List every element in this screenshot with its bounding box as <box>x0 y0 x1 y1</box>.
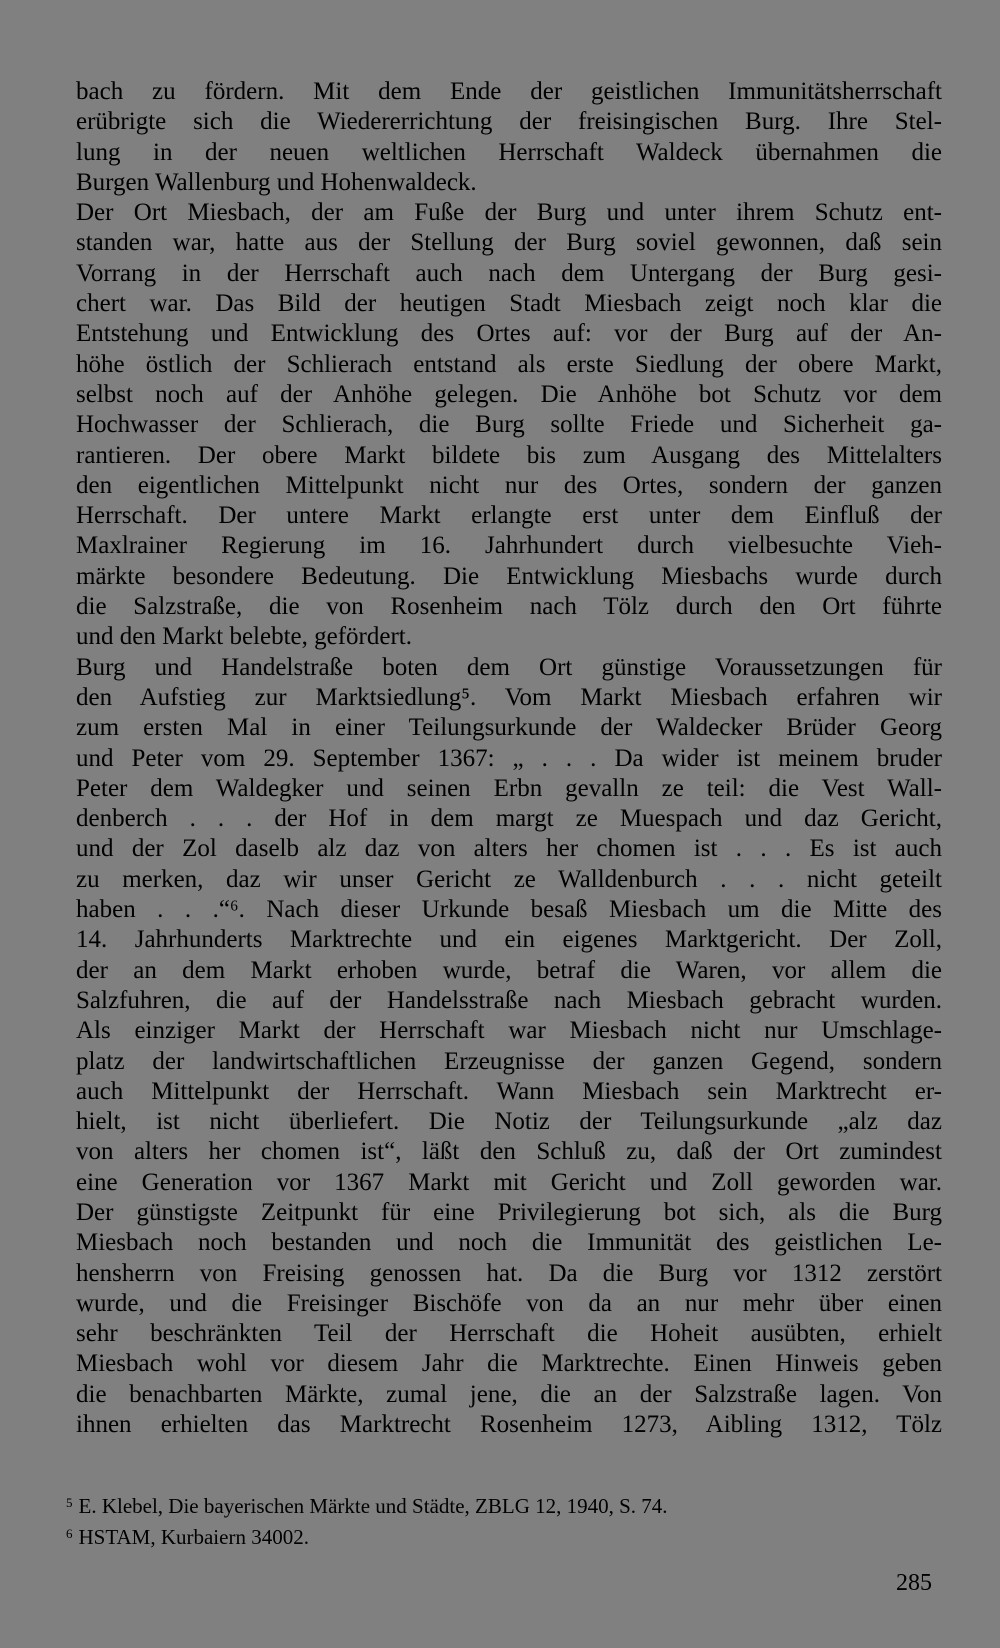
text-line: Entstehung und Entwicklung des Ortes auf: vor der Burg auf der An- <box>76 320 942 348</box>
text-line: rantieren. Der obere Markt bildete bis zum Ausgang des Mittelalters <box>76 441 942 469</box>
text-line: haben . . .“⁶. Nach dieser Urkunde besaß Miesbach um die Mitte des <box>76 896 942 924</box>
text-line: hielt, ist nicht überliefert. Die Notiz der Teilungsurkunde „alz daz <box>76 1108 942 1136</box>
footnote-marker: 5 <box>66 1495 73 1510</box>
text-line: und den Markt belebte, gefördert. <box>76 623 412 651</box>
text-line: Herrschaft. Der untere Markt erlangte erst unter dem Einfluß der <box>76 502 942 530</box>
text-line: Miesbach noch bestanden und noch die Immunität des geistlichen Le- <box>76 1229 942 1257</box>
text-line: ihnen erhielten das Marktrecht Rosenheim 1273, Aibling 1312, Tölz <box>76 1411 942 1439</box>
text-line: standen war, hatte aus der Stellung der Burg soviel gewonnen, daß sein <box>76 229 942 257</box>
text-line: erübrigte sich die Wiedererrichtung der freisingischen Burg. Ihre Stel- <box>76 108 942 136</box>
text-line: märkte besondere Bedeutung. Die Entwicklung Miesbachs wurde durch <box>76 562 942 590</box>
text-line: hensherrn von Freising genossen hat. Da die Burg vor 1312 zerstört <box>76 1259 942 1287</box>
text-line: 14. Jahrhunderts Marktrechte und ein eigenes Marktgericht. Der Zoll, <box>76 926 942 954</box>
text-line: Peter dem Waldegker und seinen Erbn gevalln ze teil: die Vest Wall- <box>76 774 942 802</box>
text-line: zu merken, daz wir unser Gericht ze Walldenburch . . . nicht geteilt <box>76 865 942 893</box>
text-line: sehr beschränkten Teil der Herrschaft die Hoheit ausübten, erhielt <box>76 1320 942 1348</box>
text-line: die benachbarten Märkte, zumal jene, die an der Salzstraße lagen. Von <box>76 1380 942 1408</box>
text-line: und der Zol daselb alz daz von alters her chomen ist . . . Es ist auch <box>76 835 942 863</box>
text-line: der an dem Markt erhoben wurde, betraf die Waren, vor allem die <box>76 956 942 984</box>
text-line: Miesbach wohl vor diesem Jahr die Marktrechte. Einen Hinweis geben <box>76 1350 942 1378</box>
text-line: Der günstigste Zeitpunkt für eine Privilegierung bot sich, als die Burg <box>76 1198 942 1226</box>
footnote-marker: 6 <box>66 1526 73 1541</box>
text-line: selbst noch auf der Anhöhe gelegen. Die Anhöhe bot Schutz vor dem <box>76 380 942 408</box>
footnote-text: HSTAM, Kurbaiern 34002. <box>78 1525 309 1549</box>
text-line: den eigentlichen Mittelpunkt nicht nur des Ortes, sondern der ganzen <box>76 471 942 499</box>
text-line: und Peter vom 29. September 1367: „ . . . Da wider ist meinem bruder <box>76 744 942 772</box>
text-line: auch Mittelpunkt der Herrschaft. Wann Miesbach sein Marktrecht er- <box>76 1077 942 1105</box>
text-line: zum ersten Mal in einer Teilungsurkunde der Waldecker Brüder Georg <box>76 714 942 742</box>
text-line: die Salzstraße, die von Rosenheim nach Tölz durch den Ort führte <box>76 593 942 621</box>
text-line: Salzfuhren, die auf der Handelsstraße nach Miesbach gebracht wurden. <box>76 986 942 1014</box>
text-line: Maxlrainer Regierung im 16. Jahrhundert durch vielbesuchte Vieh- <box>76 532 942 560</box>
page-number: 285 <box>896 1570 932 1596</box>
text-line: den Aufstieg zur Marktsiedlung⁵. Vom Markt Miesbach erfahren wir <box>76 683 942 711</box>
text-line: Vorrang in der Herrschaft auch nach dem Untergang der Burg gesi- <box>76 259 942 287</box>
text-line: Hochwasser der Schlierach, die Burg sollte Friede und Sicherheit ga- <box>76 411 942 439</box>
text-line: eine Generation vor 1367 Markt mit Gericht und Zoll geworden war. <box>76 1168 942 1196</box>
footnotes <box>66 1489 946 1551</box>
text-line: höhe östlich der Schlierach entstand als erste Siedlung der obere Markt, <box>76 350 942 378</box>
text-line: chert war. Das Bild der heutigen Stadt Miesbach zeigt noch klar die <box>76 290 942 318</box>
text-line: von alters her chomen ist“, läßt den Schluß zu, daß der Ort zumindest <box>76 1138 942 1166</box>
page-body <box>76 77 942 1440</box>
footnote <box>66 1489 946 1520</box>
text-line: denberch . . . der Hof in dem margt ze Muespach und daz Gericht, <box>76 805 942 833</box>
text-line: wurde, und die Freisinger Bischöfe von da an nur mehr über einen <box>76 1289 942 1317</box>
text-line: bach zu fördern. Mit dem Ende der geistlichen Immunitätsherrschaft <box>76 78 942 105</box>
footnote <box>66 1520 946 1551</box>
text-line: Der Ort Miesbach, der am Fuße der Burg und unter ihrem Schutz ent- <box>76 199 942 227</box>
text-line: Als einziger Markt der Herrschaft war Miesbach nicht nur Umschlage- <box>76 1017 942 1045</box>
text-line: lung in der neuen weltlichen Herrschaft Waldeck übernahmen die <box>76 138 942 166</box>
text-line: Burgen Wallenburg und Hohenwaldeck. <box>76 168 477 196</box>
footnote-text: E. Klebel, Die bayerischen Märkte und Städte, ZBLG 12, 1940, S. 74. <box>78 1494 668 1518</box>
text-line: platz der landwirtschaftlichen Erzeugnisse der ganzen Gegend, sondern <box>76 1047 942 1075</box>
text-line: Burg und Handelstraße boten dem Ort günstige Voraussetzungen für <box>76 653 942 681</box>
